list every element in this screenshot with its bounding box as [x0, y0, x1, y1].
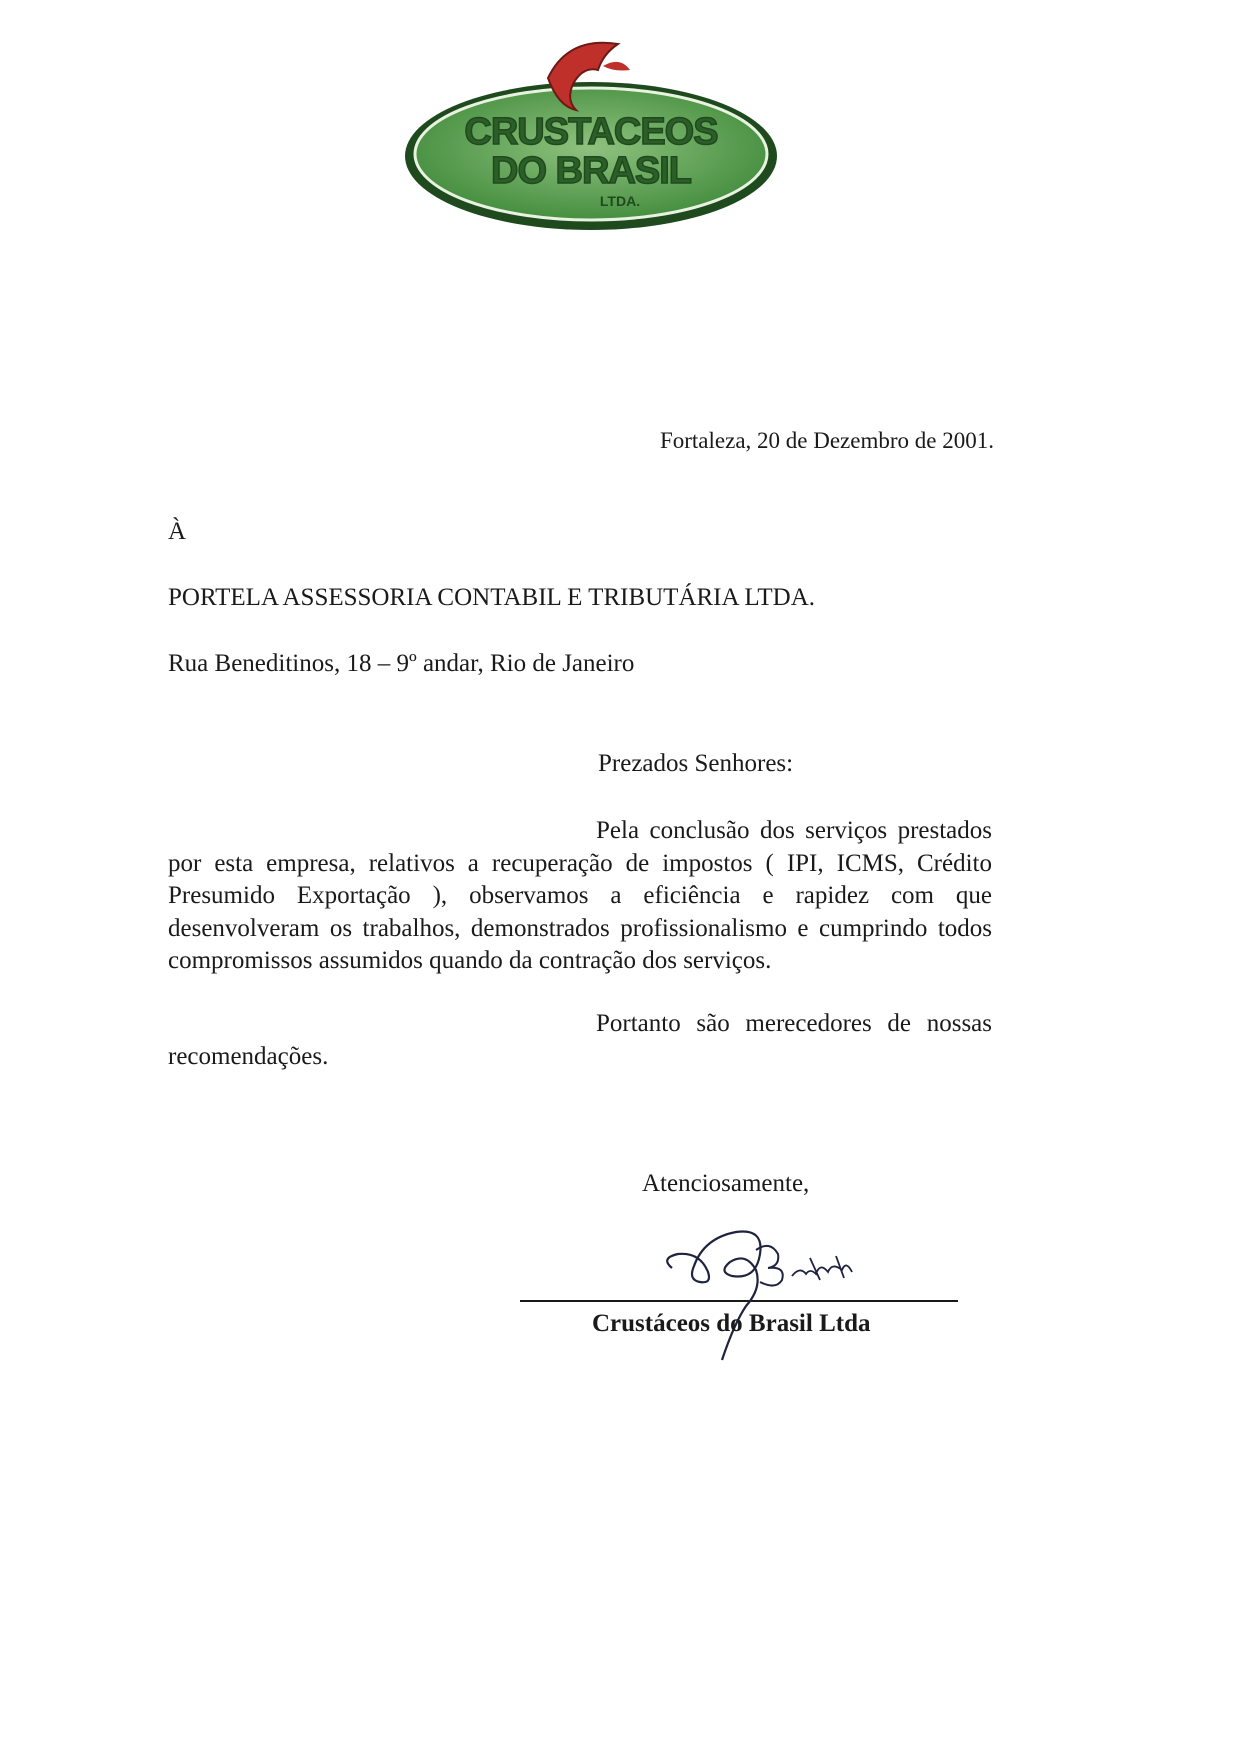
recipient-address: Rua Beneditinos, 18 – 9º andar, Rio de Janeiro — [168, 650, 635, 677]
salutation: Prezados Senhores: — [598, 750, 794, 777]
body-paragraph-2-text: Portanto são merecedores de nossas recomendações. — [168, 1010, 992, 1070]
body-paragraph-2 — [168, 1008, 992, 1073]
body-paragraph-1-text: Pela conclusão dos serviços prestados por esta empresa, relativos a recuperação de impostos ( IPI, ICMS, Crédito Presumido Exportação ), observamos a eficiência e rapidez com que desenvolveram os trabalhos, demonstrados profissionalismo e cumprindo todos compromissos assumidos quando da contração dos serviços. — [168, 817, 992, 974]
addressee-to: À — [168, 518, 187, 545]
date-line: Fortaleza, 20 de Dezembro de 2001. — [659, 428, 994, 453]
closing: Atenciosamente, — [642, 1170, 810, 1197]
company-logo — [398, 26, 784, 236]
logo-line2: DO BRASIL — [491, 150, 691, 192]
handwritten-signature — [660, 1210, 890, 1380]
body-paragraph-1 — [168, 815, 992, 978]
logo-line3: LTDA. — [599, 193, 641, 209]
logo-line1: CRUSTACEOS — [464, 111, 718, 153]
signature-company: Crustáceos do Brasil Ltda — [592, 1310, 871, 1337]
recipient-name: PORTELA ASSESSORIA CONTABIL E TRIBUTÁRIA LTDA. — [168, 584, 816, 611]
